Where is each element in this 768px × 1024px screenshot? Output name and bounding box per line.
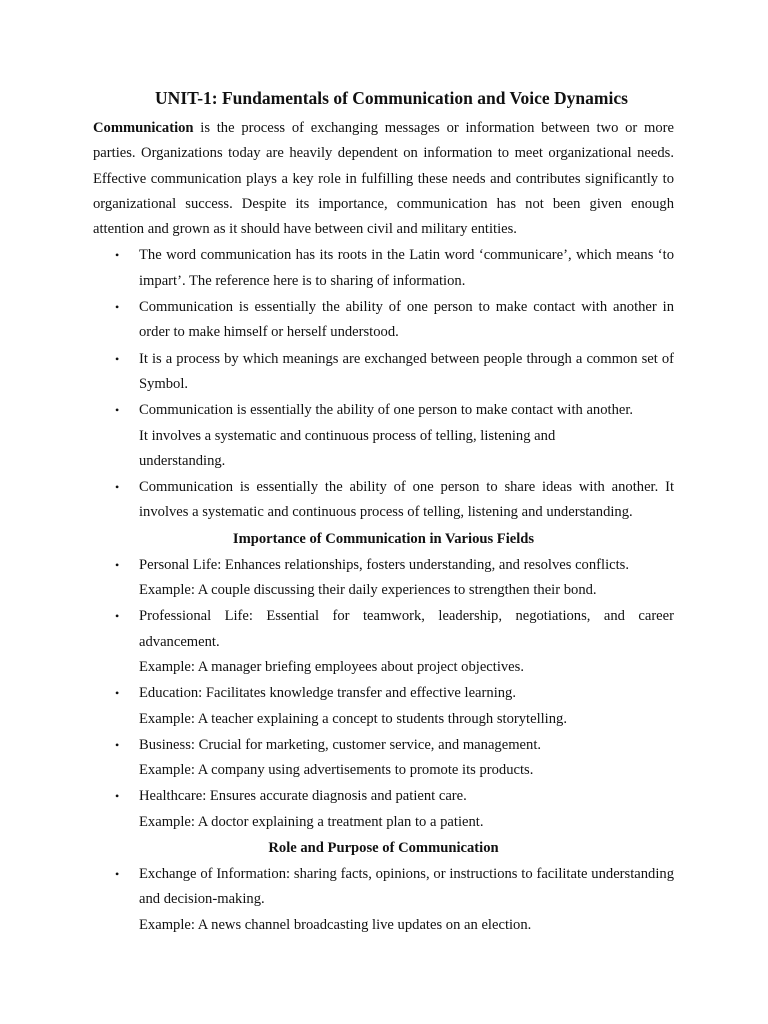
- definitions-list: [93, 243, 674, 525]
- list-item-text: Healthcare: Ensures accurate diagnosis and patient care.: [139, 788, 467, 805]
- list-item: [93, 733, 674, 784]
- page-title: UNIT-1: Fundamentals of Communication and Voice Dynamics: [155, 88, 628, 108]
- list-item: [93, 295, 674, 346]
- list-item-text: Professional Life: Essential for teamwork, leadership, negotiations, and career advancement.: [139, 608, 674, 650]
- bullet-icon: •: [115, 609, 120, 624]
- bullet-icon: •: [115, 248, 120, 263]
- list-item: [93, 604, 674, 680]
- section-heading-importance: Importance of Communication in Various Fields: [232, 530, 535, 547]
- bullet-icon: •: [115, 737, 120, 752]
- list-item-text: Business: Crucial for marketing, customer service, and management.: [139, 736, 542, 753]
- bullet-icon: •: [115, 557, 120, 572]
- list-item-text: Communication is essentially the ability of one person to make contact with another in order to make himself or herself understood.: [139, 299, 674, 341]
- list-item-text: It is a process by which meanings are exchanged between people through a common set of Symbol.: [139, 350, 674, 392]
- list-item-example: Example: A company using advertisements to promote its products.: [139, 762, 534, 779]
- list-item-text: Personal Life: Enhances relationships, fosters understanding, and resolves conflicts.: [139, 556, 629, 573]
- list-item: [93, 862, 674, 938]
- list-item-example: Example: A doctor explaining a treatment plan to a patient.: [139, 813, 484, 830]
- list-item: [93, 784, 674, 835]
- intro-text: is the process of exchanging messages or information between two or more parties. Organizations today are heavily dependent on information to meet organizational needs. Effective communication plays a key role in fulfilling these needs and contributes significantly to organizational success. Despite its importance, communication has not been given enough attention and grown as it should have between civil and military entities.: [93, 120, 674, 238]
- list-item: [93, 243, 674, 294]
- list-item-text-line-2: It involves a systematic and continuous process of telling, listening and understanding.: [139, 427, 556, 469]
- list-item-example: Example: A teacher explaining a concept to students through storytelling.: [139, 710, 567, 727]
- list-item: [93, 475, 674, 526]
- bullet-icon: •: [115, 300, 120, 315]
- list-item-text: Education: Facilitates knowledge transfer and effective learning.: [139, 685, 516, 702]
- list-item-text: Communication is essentially the ability of one person to share ideas with another. It involves a systematic and continuous process of telling, listening and understanding.: [139, 479, 674, 521]
- role-list: [93, 862, 674, 938]
- intro-term: Communication: [93, 120, 194, 136]
- list-item-text-line-1: Communication is essentially the ability of one person to make contact with another.: [139, 402, 634, 419]
- bullet-icon: •: [115, 480, 120, 495]
- bullet-icon: •: [115, 686, 120, 701]
- list-item: [93, 553, 674, 604]
- list-item: [93, 681, 674, 732]
- bullet-icon: •: [115, 351, 120, 366]
- document-page: [93, 86, 674, 938]
- list-item-example: Example: A news channel broadcasting live updates on an election.: [139, 916, 532, 933]
- bullet-icon: •: [115, 867, 120, 882]
- intro-paragraph: [93, 116, 674, 242]
- list-item-example: Example: A couple discussing their daily experiences to strengthen their bond.: [139, 582, 597, 599]
- list-item-text: Exchange of Information: sharing facts, opinions, or instructions to facilitate understanding and decision-making.: [139, 866, 674, 908]
- importance-list: [93, 553, 674, 835]
- list-item-example: Example: A manager briefing employees about project objectives.: [139, 658, 524, 675]
- bullet-icon: •: [115, 789, 120, 804]
- section-heading-role: Role and Purpose of Communication: [268, 840, 499, 857]
- list-item-text: The word communication has its roots in the Latin word ‘communicare’, which means ‘to impart’. The reference here is to sharing of information.: [139, 247, 674, 289]
- bullet-icon: •: [115, 403, 120, 418]
- list-item: [93, 398, 674, 474]
- list-item: [93, 347, 674, 398]
